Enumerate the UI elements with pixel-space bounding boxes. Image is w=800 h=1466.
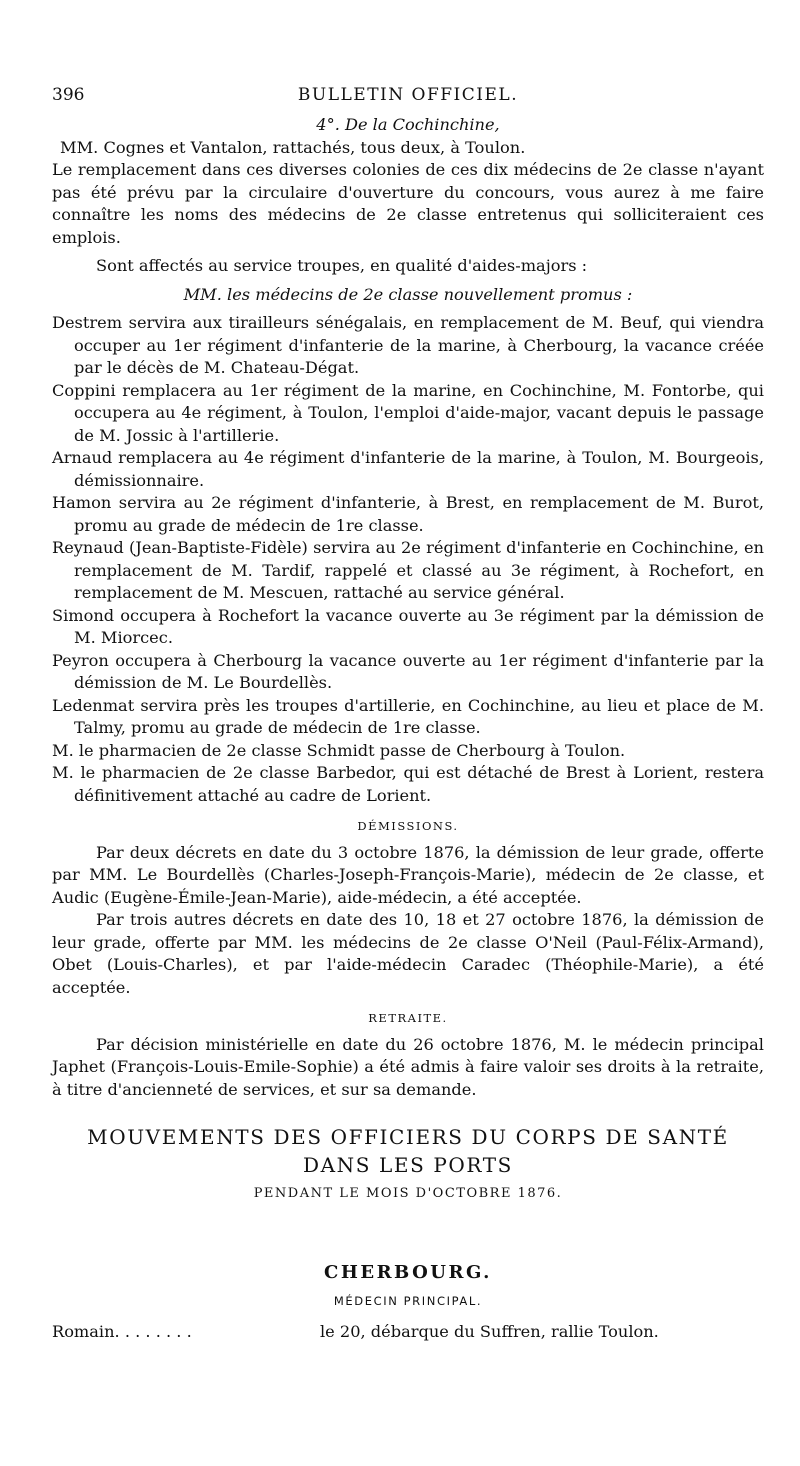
movement-entry-text: le 20, débarque du Suffren, rallie Toulon.	[320, 1321, 659, 1341]
entry-hamon: Hamon servira au 2e régiment d'infanterie, à Brest, en remplacement de M. Burot, promu au grade de médecin de 1re classe.	[52, 493, 764, 535]
paragraph-affectes: Sont affectés au service troupes, en qualité d'aides-majors :	[96, 256, 588, 275]
section-title-cochinchine: 4°. De la Cochinchine,	[316, 115, 500, 134]
entry-ledenmat: Ledenmat servira près les troupes d'artillerie, en Cochinchine, au lieu et place de M. Talmy, promu au grade de médecin de 1re classe.	[52, 695, 764, 737]
page-header	[52, 84, 764, 110]
demissions-paragraph-1: Par deux décrets en date du 3 octobre 1876, la démission de leur grade, offerte par MM. Le Bourdellès (Charles-Joseph-François-Marie), médecin de 2e classe, et Audic (Eugène-Émile-Jean-Marie), aide-médecin, a été acceptée.	[52, 842, 764, 907]
mouvements-heading: MOUVEMENTS DES OFFICIERS DU CORPS DE SANTÉ DANS LES PORTS	[87, 1125, 729, 1177]
city-heading: CHERBOURG.	[324, 1261, 492, 1283]
entry-peyron: Peyron occupera à Cherbourg la vacance ouverte au 1er régiment d'infanterie par la démission de M. Le Bourdellès.	[52, 650, 764, 692]
retraite-paragraph: Par décision ministérielle en date du 26 octobre 1876, M. le médecin principal Japhet (François-Louis-Emile-Sophie) a été admis à faire valoir ses droits à la retraite, à titre d'ancienneté de services, et sur sa demande.	[52, 1034, 764, 1099]
paragraph-remplacement: Le remplacement dans ces diverses colonies de ces dix médecins de 2e classe n'ayant pas été prévu par la circulaire d'ouverture du concours, vous aurez à me faire connaître les noms des médecins de 2e classe entretenus qui solliciteraient ces emplois.	[52, 160, 764, 247]
document-page	[52, 84, 764, 1343]
entry-destrem: Destrem servira aux tirailleurs sénégalais, en remplacement de M. Beuf, qui viendra occuper au 1er régiment d'infanterie de la marine, à Cherbourg, la vacance créée par le décès de M. Chateau-Dégat.	[52, 313, 764, 377]
demissions-heading: DÉMISSIONS.	[357, 819, 459, 833]
retraite-heading: RETRAITE.	[368, 1011, 448, 1025]
cochinchine-line: MM. Cognes et Vantalon, rattachés, tous deux, à Toulon.	[60, 137, 526, 157]
running-title: BULLETIN OFFICIEL.	[297, 85, 519, 105]
entry-coppini: Coppini remplacera au 1er régiment de la marine, en Cochinchine, M. Fontorbe, qui occupera au 4e régiment, à Toulon, l'emploi d'aide-major, vacant depuis le passage de M. Jossic à l'artillerie.	[52, 380, 764, 445]
movement-entry	[52, 1321, 764, 1344]
entry-simond: Simond occupera à Rochefort la vacance ouverte au 3e régiment par la démission de M. Miorcec.	[52, 605, 764, 647]
role-heading: MÉDECIN PRINCIPAL.	[333, 1294, 483, 1308]
movement-entry-name: Romain. . . . . . . .	[52, 1321, 192, 1341]
mouvements-subheading: PENDANT LE MOIS D'OCTOBRE 1876.	[253, 1186, 563, 1201]
entry-schmidt: M. le pharmacien de 2e classe Schmidt passe de Cherbourg à Toulon.	[52, 740, 626, 760]
entry-reynaud: Reynaud (Jean-Baptiste-Fidèle) servira au 2e régiment d'infanterie en Cochinchine, en remplacement de M. Tardif, rappelé et classé au 3e régiment, à Rochefort, en remplacement de M. Mescuen, rattaché au service général.	[52, 538, 764, 602]
subtitle-medecins: MM. les médecins de 2e classe nouvellement promus :	[183, 284, 633, 304]
entry-arnaud: Arnaud remplacera au 4e régiment d'infanterie de la marine, à Toulon, M. Bourgeois, démissionnaire.	[52, 448, 764, 490]
demissions-paragraph-2: Par trois autres décrets en date des 10, 18 et 27 octobre 1876, la démission de leur grade, offerte par MM. les médecins de 2e classe O'Neil (Paul-Félix-Armand), Obet (Louis-Charles), et par l'aide-médecin Caradec (Théophile-Marie), a été acceptée.	[52, 910, 764, 997]
entry-barbedor: M. le pharmacien de 2e classe Barbedor, qui est détaché de Brest à Lorient, restera définitivement attaché au cadre de Lorient.	[52, 763, 764, 805]
page-number: 396	[52, 85, 85, 105]
